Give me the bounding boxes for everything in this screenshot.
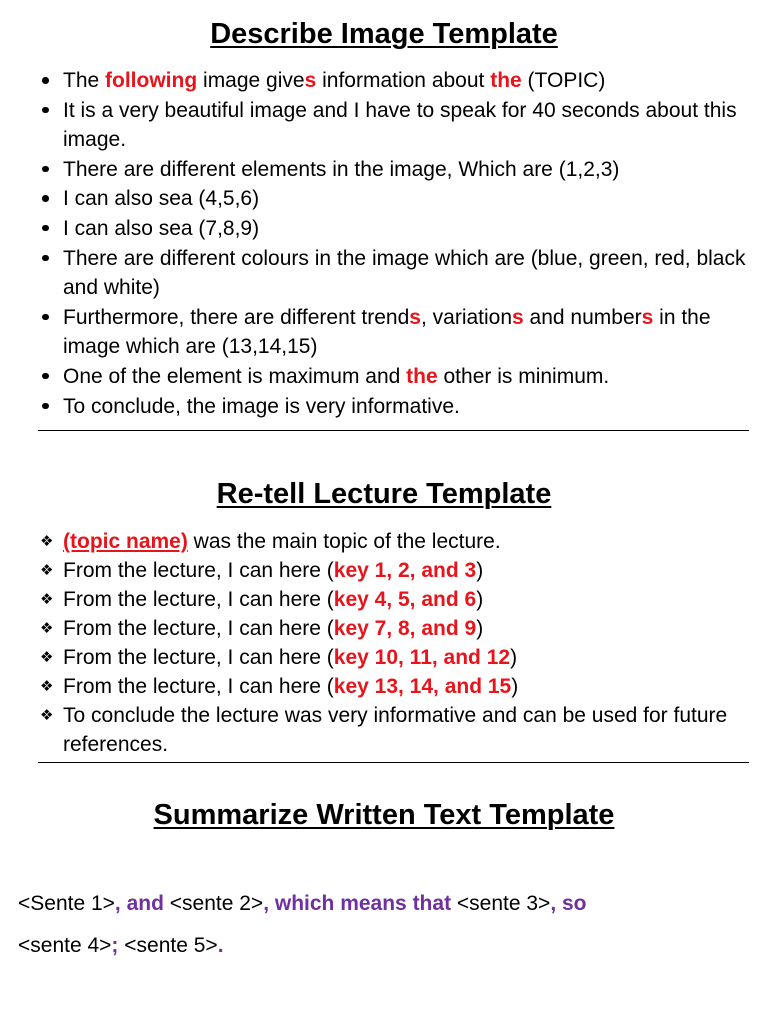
summarize-text-heading: Summarize Written Text Template xyxy=(153,799,615,831)
list-item: ❖ From the lecture, I can here (key 7, 8, and 9) xyxy=(40,614,750,643)
topic-name-placeholder: (topic name) xyxy=(63,530,188,553)
sentence-placeholder: <sente 5> xyxy=(124,934,218,957)
retell-lecture-list xyxy=(40,527,750,759)
diamond-bullet-icon: ❖ xyxy=(40,562,54,579)
section-divider xyxy=(38,430,749,431)
list-item: ❖ From the lecture, I can here (key 10, 11, and 12) xyxy=(40,643,750,672)
sentence-placeholder: <sente 2> xyxy=(169,892,264,915)
list-item: It is a very beautiful image and I have to speak for 40 seconds about this image. xyxy=(38,96,758,155)
list-item: The following image gives information about the (TOPIC) xyxy=(38,66,758,96)
describe-image-heading: Describe Image Template xyxy=(210,18,558,50)
list-item: There are different elements in the image, Which are (1,2,3) xyxy=(38,155,758,185)
connector-text: . xyxy=(217,934,224,957)
highlight-word: the xyxy=(406,364,438,388)
list-item: ❖ To conclude the lecture was very informative and can be used for future references. xyxy=(40,701,750,759)
sentence-placeholder: <sente 4> xyxy=(18,934,112,957)
summary-template-line-2 xyxy=(18,934,224,958)
highlight-word: s xyxy=(304,69,317,92)
highlight-word: following xyxy=(105,69,198,92)
list-item: One of the element is maximum and the other is minimum. xyxy=(38,362,758,392)
diamond-bullet-icon: ❖ xyxy=(40,707,54,724)
list-item: ❖ (topic name) was the main topic of the lecture. xyxy=(40,527,750,556)
list-item: I can also sea (7,8,9) xyxy=(38,214,758,244)
connector-text: ; xyxy=(111,934,119,957)
diamond-bullet-icon: ❖ xyxy=(40,591,54,608)
list-item: ❖ From the lecture, I can here (key 1, 2, and 3) xyxy=(40,556,750,585)
highlight-word: s xyxy=(512,305,524,329)
list-item: ❖ From the lecture, I can here (key 4, 5, and 6) xyxy=(40,585,750,614)
list-item: Furthermore, there are different trends, variations and numbers in the image which are (13,14,15) xyxy=(38,303,758,362)
key-points: key 13, 14, and 15 xyxy=(333,675,512,698)
diamond-bullet-icon: ❖ xyxy=(40,649,54,666)
list-item: ❖ From the lecture, I can here (key 13, 14, and 15) xyxy=(40,672,750,701)
describe-image-bullet-list xyxy=(38,66,758,421)
summary-template-line-1 xyxy=(18,892,587,916)
sentence-placeholder: <sente 3> xyxy=(456,892,551,915)
diamond-bullet-icon: ❖ xyxy=(40,533,54,550)
key-points: key 7, 8, and 9 xyxy=(333,617,477,640)
key-points: key 10, 11, and 12 xyxy=(333,646,511,669)
diamond-bullet-icon: ❖ xyxy=(40,678,54,695)
key-points: key 1, 2, and 3 xyxy=(333,559,477,582)
diamond-bullet-icon: ❖ xyxy=(40,620,54,637)
section-divider xyxy=(38,762,749,763)
connector-text: , so xyxy=(550,892,587,915)
key-points: key 4, 5, and 6 xyxy=(333,588,477,611)
highlight-word: the xyxy=(490,69,522,92)
list-item: To conclude, the image is very informative. xyxy=(38,392,758,422)
highlight-word: s xyxy=(641,305,654,329)
highlight-word: s xyxy=(409,305,421,329)
list-item: I can also sea (4,5,6) xyxy=(38,184,758,214)
connector-text: , which means that xyxy=(263,892,457,915)
retell-lecture-heading: Re-tell Lecture Template xyxy=(216,478,552,510)
sentence-placeholder: <Sente 1> xyxy=(18,892,115,915)
list-item: There are different colours in the image which are (blue, green, red, black and white) xyxy=(38,244,758,303)
connector-text: , and xyxy=(114,892,170,915)
